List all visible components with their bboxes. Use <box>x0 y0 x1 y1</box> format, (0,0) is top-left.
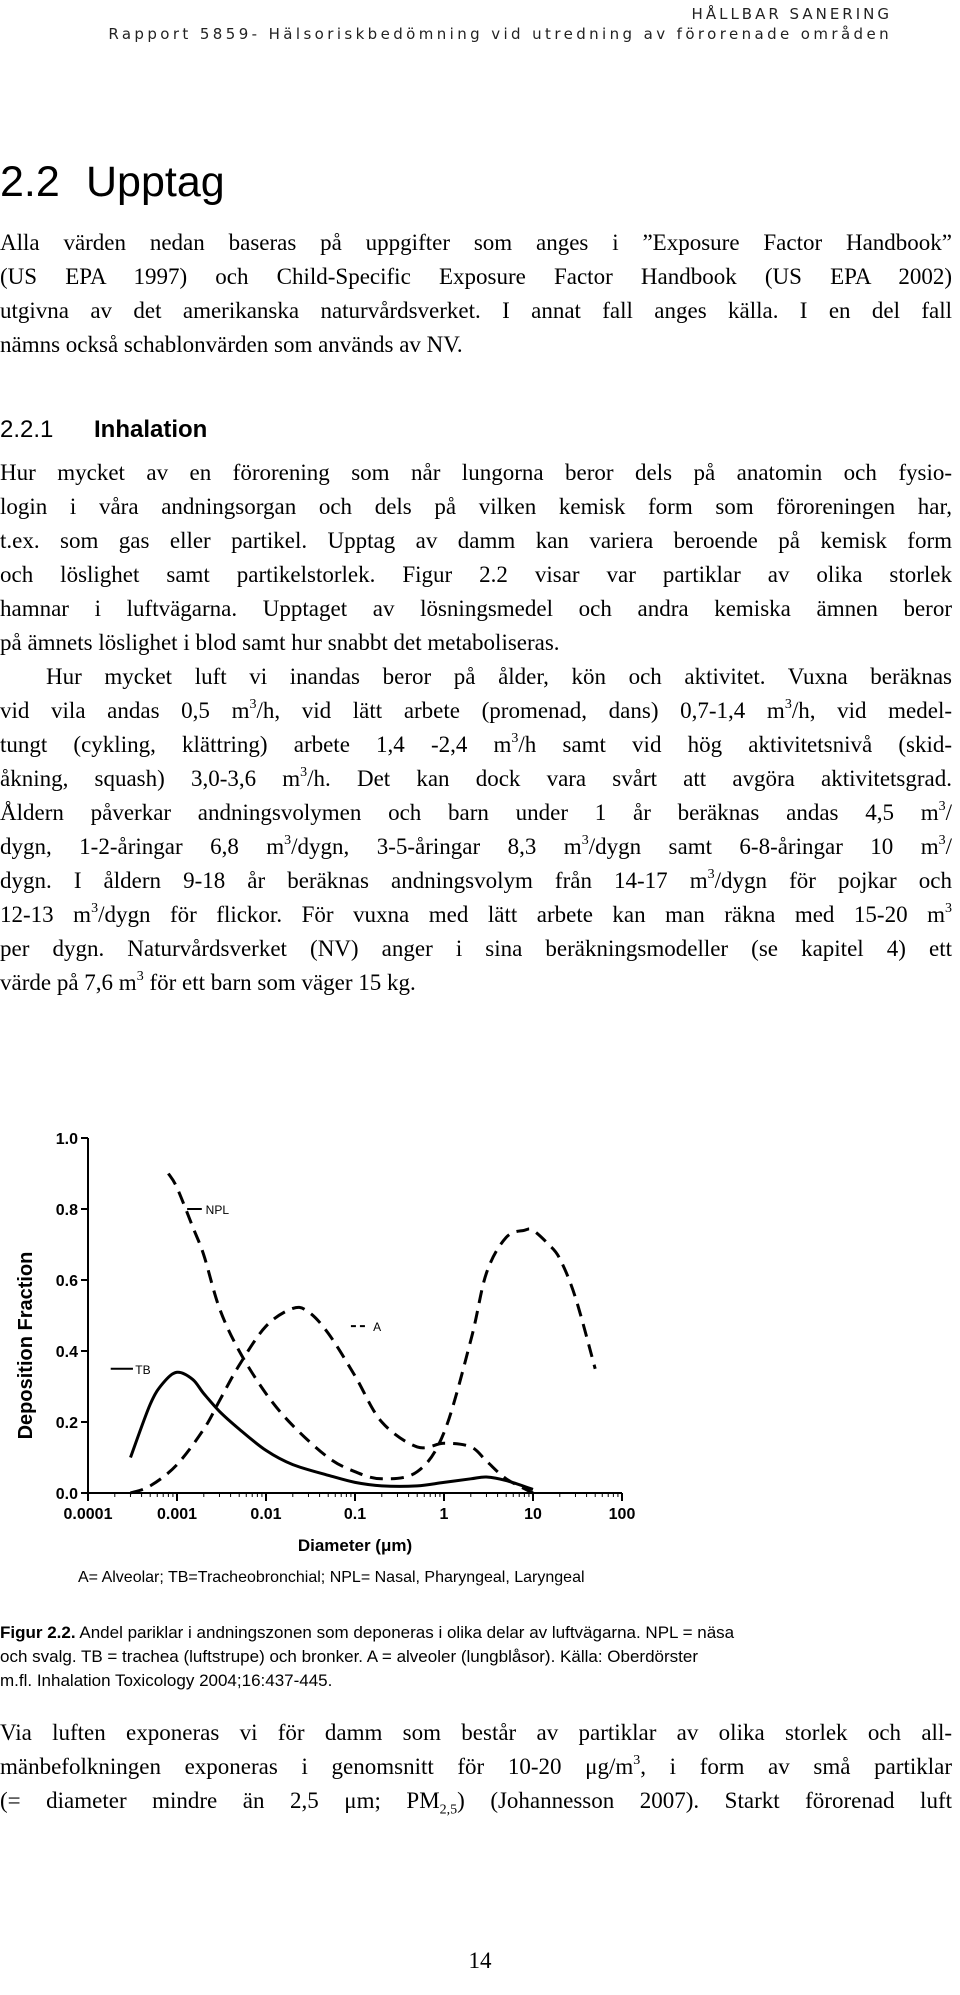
series-line-npl <box>168 1174 595 1479</box>
series-label-tb: TB <box>135 1362 151 1377</box>
text-line: utgivna av det amerikanska naturvårdsverket. I annat fall anges källa. I en del fall <box>0 298 952 323</box>
section-number: 2.2 <box>0 158 60 206</box>
text-line: 12-13 $m^3$/dygn för flickor. För vuxna med lätt arbete kan man räkna med 15-20 $m^3$ <box>0 901 952 927</box>
caption-line: och svalg. TB = trachea (luftstrupe) och bronker. A = alveoler (lungblåsor). Källa: Oberdörster <box>0 1647 698 1666</box>
caption-label: Figur 2.2. <box>0 1623 76 1642</box>
x-tick-label: 1 <box>439 1506 449 1523</box>
text-line: värde på 7,6 $m^3$ för ett barn som väger 15 kg. <box>0 969 416 995</box>
section-title: Upptag <box>86 158 225 206</box>
x-tick-label: 0.1 <box>343 1506 367 1523</box>
header-report: Rapport 5859- Hälsoriskbedömning vid utredning av förorenade områden <box>108 25 892 43</box>
series-label-npl: NPL <box>205 1203 230 1217</box>
x-axis-label: Diameter (μm) <box>297 1536 413 1555</box>
chart-legend-text: A= Alveolar; TB=Tracheobronchial; NPL= Nasal, Pharyngeal, Laryngeal <box>78 1569 585 1586</box>
text-line: Hur mycket luft vi inandas beror på ålder, kön och aktivitet. Vuxna beräknas <box>46 664 952 689</box>
text-line: per dygn. Naturvårdsverket (NV) anger i sina beräkningsmodeller (se kapitel 4) ett <box>0 936 952 961</box>
text-line: dygn, 1-2-åringar 6,8 $m^3$/dygn, 3-5-åringar 8,3 $m^3$/dygn samt 6-8-åringar 10 $m^3/$ <box>0 833 953 859</box>
y-tick-label: 0.2 <box>55 1415 78 1432</box>
y-tick-label: 1.0 <box>55 1131 78 1148</box>
text-line: Alla värden nedan baseras på uppgifter som anges i ”Exposure Factor Handbook” <box>0 230 952 255</box>
text-line: (= diameter mindre än 2,5 μm; $PM_{2,5}$) (Johannesson 2007). Starkt förorenad luft <box>0 1788 952 1818</box>
text-line: nämns också schablonvärden som används av NV. <box>0 332 463 357</box>
caption-line: Figur 2.2. Andel pariklar i andningszonen som deponeras i olika delar av luftvägarna. NPL = näsa <box>0 1623 735 1642</box>
text-line: login i våra andningsorgan och dels på vilken kemisk form som föroreningen har, <box>0 494 952 519</box>
text-line: vid vila andas 0,5 $m^3/h$, vid lätt arbete (promenad, dans) 0,7-1,4 $m^3/h$, vid medel- <box>0 697 953 723</box>
y-tick-label: 0.4 <box>55 1344 78 1361</box>
running-header <box>108 4 892 44</box>
y-tick-label: 0.8 <box>55 1202 78 1219</box>
series-line-tb <box>131 1372 534 1489</box>
text-line: och löslighet samt partikelstorlek. Figur 2.2 visar var partiklar av olika storlek <box>0 562 952 587</box>
inhalation-paragraph-2 <box>0 660 952 1000</box>
text-line: mänbefolkningen exponeras i genomsnitt för 10-20 $\mu g/m^3$, i form av små partiklar <box>0 1753 953 1779</box>
page-number: 14 <box>468 1948 492 1973</box>
text-line: dygn. I åldern 9-18 år beräknas andningsvolym från 14-17 $m^3$/dygn för pojkar och <box>0 867 952 893</box>
figure-caption <box>0 1621 950 1693</box>
x-tick-label: 0.01 <box>250 1506 282 1523</box>
deposition-chart <box>0 1088 960 1608</box>
x-tick-label: 100 <box>608 1506 636 1523</box>
y-tick-label: 0.6 <box>55 1273 78 1290</box>
subsection-title: Inhalation <box>94 416 208 443</box>
subsection-heading <box>0 414 207 446</box>
caption-line: m.fl. Inhalation Toxicology 2004;16:437-445. <box>0 1671 333 1690</box>
text-line: tungt (cykling, klättring) arbete 1,4 -2,4 $m^3/h$ samt vid hög aktivitetsnivå (skid- <box>0 731 952 757</box>
series-label-a: A <box>373 1320 382 1335</box>
y-axis-label: Deposition Fraction <box>15 1251 37 1440</box>
text-line: på ämnets löslighet i blod samt hur snabbt det metaboliseras. <box>0 630 560 655</box>
x-tick-label: 0.001 <box>156 1506 198 1523</box>
text-line: Åldern påverkar andningsvolymen och barn under 1 år beräknas andas 4,5 $m^3/$ <box>0 799 952 825</box>
intro-paragraph <box>0 226 952 362</box>
y-tick-label: 0.0 <box>55 1486 78 1503</box>
x-tick-label: 10 <box>524 1506 542 1523</box>
text-line: åkning, squash) 3,0-3,6 $m^3/h$. Det kan dock vara svårt att avgöra aktivitetsgrad. <box>0 765 952 791</box>
inhalation-paragraph-1 <box>0 456 952 660</box>
section-heading <box>0 156 225 208</box>
text-line: Hur mycket av en förorening som når lungorna beror dels på anatomin och fysio- <box>0 460 952 485</box>
deposition-figure <box>0 1088 960 1608</box>
text-line: (US EPA 1997) och Child-Specific Exposure Factor Handbook (US EPA 2002) <box>0 264 952 289</box>
text-line: Via luften exponeras vi för damm som består av partiklar av olika storlek och all- <box>0 1720 952 1745</box>
text-line: t.ex. som gas eller partikel. Upptag av damm kan variera beroende på kemisk form <box>0 528 952 553</box>
dust-paragraph <box>0 1716 952 1818</box>
x-tick-label: 0.0001 <box>63 1506 113 1523</box>
text-line: hamnar i luftvägarna. Upptaget av lösningsmedel och andra kemiska ämnen beror <box>0 596 952 621</box>
subsection-number: 2.2.1 <box>0 416 54 443</box>
header-title: HÅLLBAR SANERING <box>691 5 892 23</box>
